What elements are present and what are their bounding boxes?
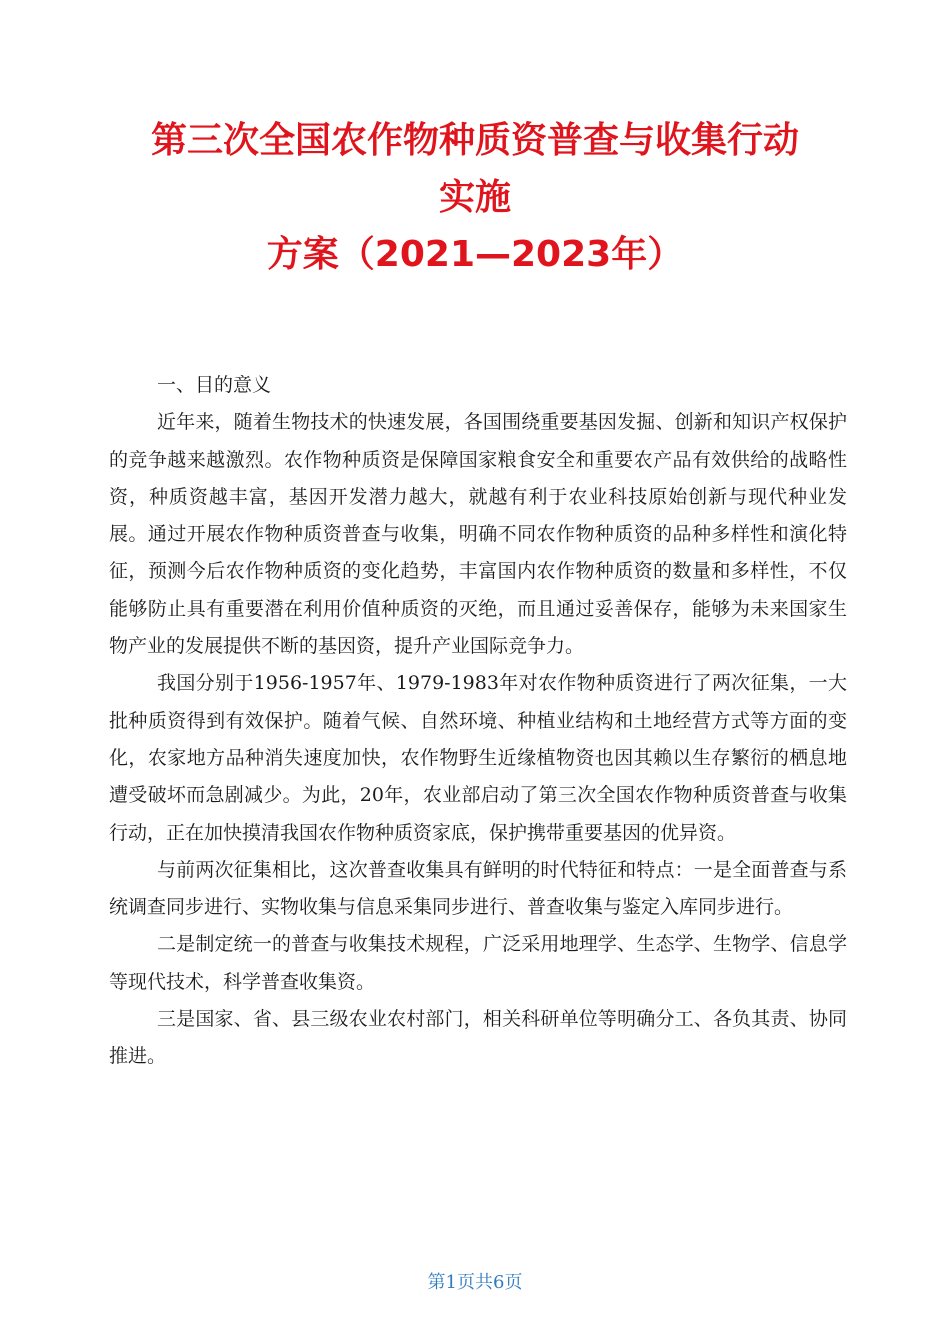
paragraph-3: 与前两次征集相比，这次普查收集具有鲜明的时代特征和特点：一是全面普查与系统调查同步进行、实物收集与信息采集同步进行、普查收集与鉴定入库同步进行。 <box>109 858 847 919</box>
paragraph-2: 我国分别于1956-1957年、1979-1983年对农作物种质资进行了两次征集，一大批种质资得到有效保护。随着气候、自然环境、种植业结构和土地经营方式等方面的变化，农家地方品种消失速度加快，农作物野生近缘植物资也因其赖以生存繁衍的栖息地遭受破坏而急剧减少。为此，20年，农业部启动了第三次全国农作物种质资普查与收集行动，正在加快摸清我国农作物种质资家底，保护携带重要基因的优异资。 <box>109 672 847 844</box>
title-line-3: 方案（2021—2023年） <box>266 234 684 275</box>
paragraph-4: 二是制定统一的普查与收集技术规程，广泛采用地理学、生态学、生物学、信息学等现代技术，科学普查收集资。 <box>109 933 847 993</box>
title-line-2: 实施 <box>438 177 511 218</box>
title-line-1: 第三次全国农作物种质资普查与收集行动 <box>150 120 799 161</box>
document-title <box>100 112 850 283</box>
page-number-footer: 第1页共6页 <box>427 1272 523 1293</box>
paragraph-1: 近年来，随着生物技术的快速发展，各国围绕重要基因发掘、创新和知识产权保护的竞争越来越激烈。农作物种质资是保障国家粮食安全和重要农产品有效供给的战略性资，种质资越丰富，基因开发潜力越大，就越有利于农业科技原始创新与现代种业发展。通过开展农作物种质资普查与收集，明确不同农作物种质资的品种多样性和演化特征，预测今后农作物种质资的变化趋势，丰富国内农作物种质资的数量和多样性，不仅能够防止具有重要潜在利用价值种质资的灭绝，而且通过妥善保存，能够为未来国家生物产业的发展提供不断的基因资，提升产业国际竞争力。 <box>109 411 847 658</box>
document-body <box>109 367 847 1076</box>
section-heading: 一、目的意义 <box>157 374 272 396</box>
paragraph-5: 三是国家、省、县三级农业农村部门，相关科研单位等明确分工、各负其责、协同推进。 <box>109 1008 847 1068</box>
